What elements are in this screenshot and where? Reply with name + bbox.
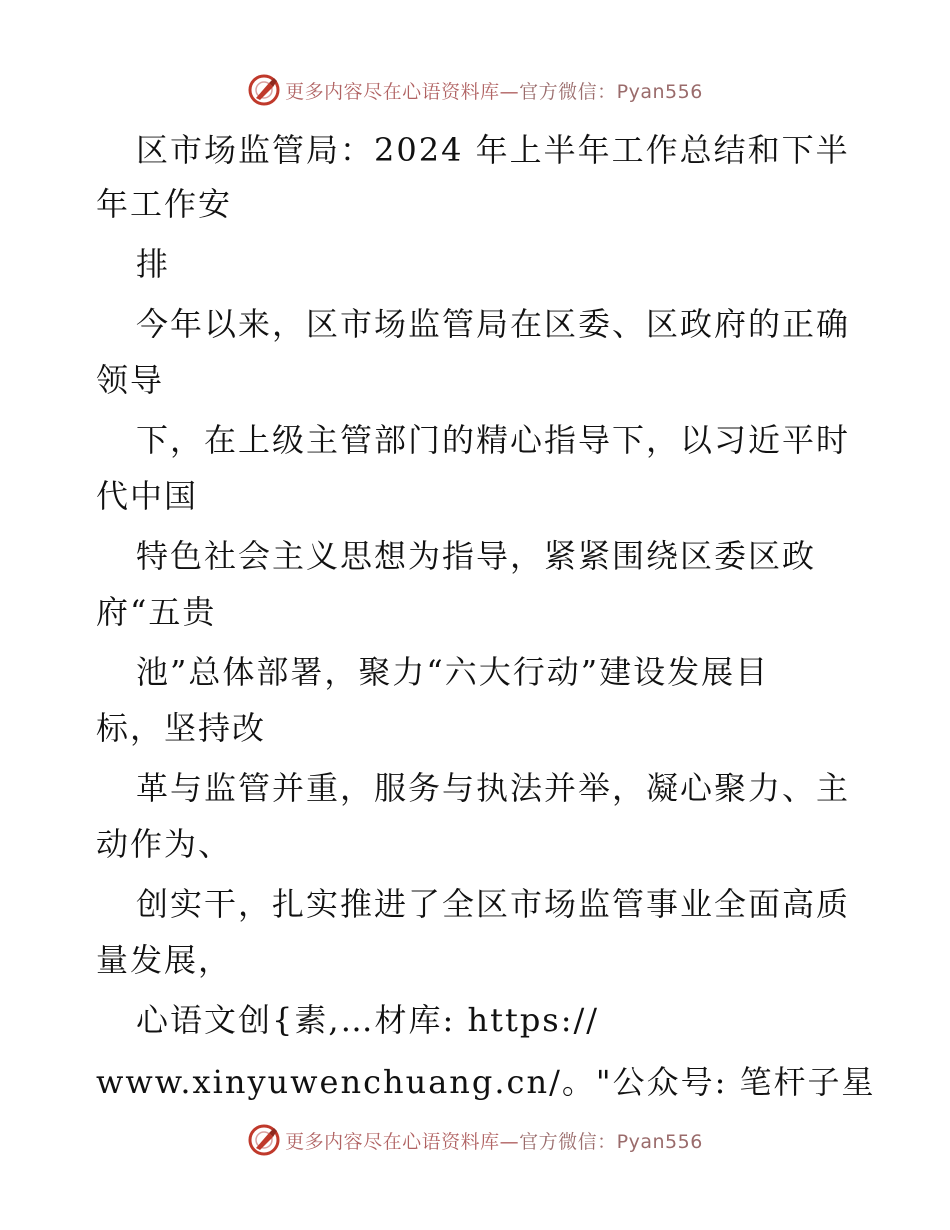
banner-wechat-text: 官方微信：Pyan556 <box>519 80 703 103</box>
footer-banner <box>0 1120 950 1160</box>
pen-nib-logo-icon <box>247 1123 281 1157</box>
paragraph-line: 今年以来，区市场监管局在区委、区政府的正确 <box>136 305 851 343</box>
banner-text <box>285 1127 703 1154</box>
title-line-1: 区市场监管局：2024 年上半年工作总结和下半 <box>136 131 850 169</box>
title-line-3: 排 <box>136 245 171 283</box>
paragraph-line: 特色社会主义思想为指导，紧紧围绕区委区政 <box>136 537 817 575</box>
paragraph-line: 池”总体部署，聚力“六大行动”建设发展目 <box>136 653 770 691</box>
paragraph-line: 府“五贵 <box>96 593 217 631</box>
paragraph-line: 量发展， <box>96 941 233 979</box>
pen-nib-logo-icon <box>247 73 281 107</box>
paragraph-line: 下，在上级主管部门的精心指导下，以习近平时 <box>136 421 851 459</box>
paragraph-line: 革与监管并重，服务与执法并举，凝心聚力、主 <box>136 769 851 807</box>
paragraph-line: 动作为、 <box>96 825 233 863</box>
paragraph-line: 代中国 <box>96 477 199 515</box>
paragraph-line: 心语文创{素,…材库: https:// <box>136 1001 600 1039</box>
paragraph-line: 标，坚持改 <box>96 709 267 747</box>
paragraph-line: www.xinyuwenchuang.cn/。"公众号: 笔杆子星 <box>96 1063 876 1101</box>
banner-main-text: 更多内容尽在心语资料库— <box>285 80 520 103</box>
title-line-2: 年工作安 <box>96 185 233 223</box>
banner-text <box>285 77 703 104</box>
paragraph-line: 领导 <box>96 361 165 399</box>
banner-main-text: 更多内容尽在心语资料库— <box>285 1130 520 1153</box>
header-banner <box>0 70 950 110</box>
paragraph-line: 创实干，扎实推进了全区市场监管事业全面高质 <box>136 885 851 923</box>
banner-wechat-text: 官方微信：Pyan556 <box>519 1130 703 1153</box>
